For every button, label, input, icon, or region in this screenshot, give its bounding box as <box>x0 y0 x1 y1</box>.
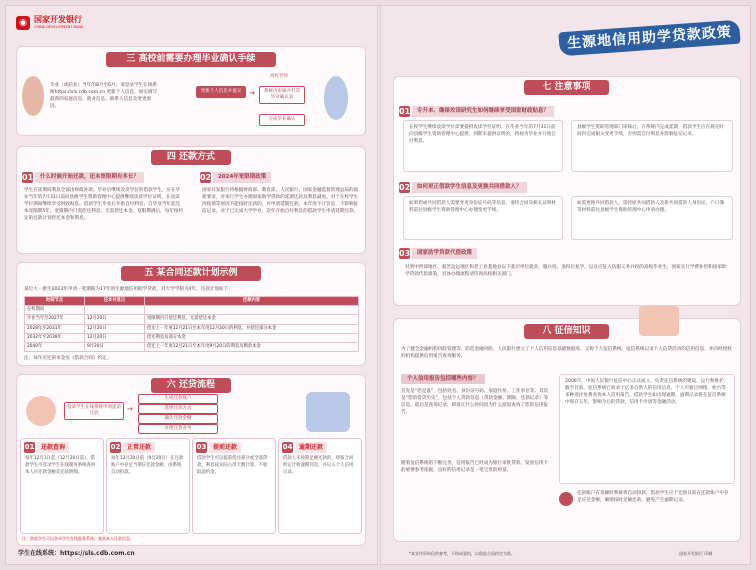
right-panel <box>379 6 752 566</box>
scroll-illustration-icon <box>639 306 679 336</box>
s3-flow-right-mid: 系统内审核并打印毕业确认表 <box>259 86 305 104</box>
s8-left-text-2: 随着征信系统的不断完善，信用报告已经成为银行审批贷款、发放信用卡的重要参考依据，良好的信用记录是一笔宝贵的财富。 <box>401 461 549 474</box>
bottom-bank: 国家开发银行 印制 <box>679 551 713 556</box>
bank-building-icon <box>306 392 350 432</box>
teacher-illustration-icon <box>324 76 348 120</box>
s5-intro: 某位大一新生2023年申请一笔期限为17年的生源地信用助学贷款，其大学学制为4年，还款计划如下： <box>24 287 233 292</box>
s7-item-3-text: 对到中西部地区、艰苦边远地区和老工业基地县以下基层单位就业，服兵役，退役后复学，以及应征入伍服义务兵役的高校毕业生，国家实行学费补偿和国家助学贷款代偿政策，具体办理流程请咨询高校相关部门。 <box>405 265 727 278</box>
s6-flow-left: 登录学生在线系统申请提前还款 <box>64 402 124 420</box>
brand-name: 国家开发银行 <box>34 15 82 25</box>
table-row: 在校期间 <box>25 306 359 315</box>
s4-item-1-text: 学生在读期间利息全部由财政补助。毕业后继续攻读学位的借款学生，应在毕业当年的7月31日前向县级学生资助管理中心提供继续攻读学位证明，在攻读学位期间继续享受财政贴息。借款学生毕业后开始自付利息，自毕业当年起还本宽限期5年，宽限期内只需偿还利息，无需偿还本金。宽限期满后，每年按约定的还款计划偿还本金和利息。 <box>24 188 184 222</box>
table-header: 还本付息日 <box>85 297 145 306</box>
s6-step-3: 03 提前还款 借款学生可以提前偿还部分或全部贷款，利息按实际占用天数计算，不收取违约金。 <box>192 438 276 534</box>
main-title: 生源地信用助学贷款政策 <box>558 20 740 57</box>
s7-item-2-right: 如需更换共同借款人，需持原共同借款人及新共同借款人身份证、户口簿等材料前往县级学生资助管理中心申请办理。 <box>571 196 733 240</box>
section-8-title: 八 征信知识 <box>524 324 609 339</box>
s6-flow-step-1: 生成还款账户 <box>138 394 218 404</box>
s8-right-box: 2006年，中国人民银行征信中心正式成立，负责征信系统的建设、运行和维护。截至目前，征信系统已收录十亿多自然人的信用信息，个人可通过网络、柜台等多种途径免费查询本人信用报告。借款学生如出现逾期，逾期记录将在征信系统中保存五年，影响今后的贷款、信用卡申请等金融活动。 <box>559 374 735 484</box>
s7-item-1-left: 在校学生继续攻读学位需要提供攻读学位证明，在毕业当年的7月31日前向县级学生资助管理中心提供，到期未提供证明的，将视为毕业并开始自付利息。 <box>403 120 563 172</box>
s6-step-2-text: 每年12月20日前（9月20日）在还款账户中存足当期应还款金额，由系统自动扣款。 <box>111 456 184 475</box>
bulb-icon <box>559 492 573 506</box>
s6-flow-step-4: 办理还款业务 <box>138 424 218 434</box>
arrow-right-icon: → <box>249 89 255 97</box>
sls-link[interactable]: https://sls.cdb.com.cn <box>60 550 135 557</box>
s3-text: 毕业（或结业）当年的8月至6月，请登录学生在线系统https://sls.cdb.com.cn 更新个人信息，如实填写最新的家庭信息、就业信息、联系人信息及变更原因。 <box>50 83 158 110</box>
table-header: 还款内容 <box>145 297 359 306</box>
s6-step-2: 02 正常还款 每年12月20日前（9月20日）在还款账户中存足当期应还款金额，由系统自动扣款。 <box>106 438 190 534</box>
cdb-logo-icon: ◉ <box>16 16 30 30</box>
s3-flow-right-top: 高校老师 <box>270 74 288 79</box>
repayment-table <box>24 296 359 352</box>
s8-question: 个人信用报告包括哪些内容？ <box>401 374 485 384</box>
left-panel <box>6 6 379 566</box>
s6-step-1: 01 还款查询 每年12月1日起（12月20日前），借款学生可登录学生在线服务系统查询本人应还款金额及还款明细。 <box>20 438 104 534</box>
section-6-title: 六 还贷流程 <box>151 378 231 393</box>
section-4-title: 四 还款方式 <box>151 150 231 165</box>
section-7-title: 七 注意事项 <box>524 80 609 95</box>
s6-step-1-text: 每年12月1日起（12月20日前），借款学生可登录学生在线服务系统查询本人应还款金额及还款明细。 <box>25 456 96 475</box>
s8-left-text: 首先是“您是谁”，包括姓名、身份证号码、家庭住址、工作单位等。其次是“您的借贷历史”，包括个人贷款信息（贷款金额、期限、还款记录）等信息。最后是查询记录，即谁在什么时间因为什么原因查询了您的信用报告。 <box>401 389 549 416</box>
brand-name-en: CHINA DEVELOPMENT BANK <box>34 24 84 29</box>
s8-intro: 为了健全金融机构风险管理等，防范金融风险，人民银行建立了个人信用信息基础数据库，又称个人征信系统。征信系统记录个人信贷活动的信用信息，并向经授权的机构提供信用报告查询服务。 <box>401 347 732 360</box>
s6-step-4-text: 借款人未按期足额还款的，将按合同约定计收逾期罚息，并记入个人信用记录。 <box>283 456 354 475</box>
s4-item-2-heading: 02 2024年宽限期政策 <box>200 172 271 183</box>
brand-logo <box>16 16 83 30</box>
s7-item-2-heading: 02 如何更正借款学生信息及更换共同借款人？ <box>399 182 527 193</box>
s8-tip: 还款账户有余额时系统将自动扣款，借款学生应于还款日前在还款账户中存足应还金额，确保按时足额还款，避免产生逾期记录。 <box>577 491 729 504</box>
s7-item-2-left: 如果您或共同借款人需要变更身份证号码等信息，请持合同及相关证明材料前往县级学生资助管理中心办理变更手续。 <box>403 196 563 240</box>
bottom-note: *本宣传资料仅供参考，不构成要约，以借款合同约定为准。 <box>409 551 515 556</box>
s4-item-2-text: 国家开发银行将根据财政部、教育部、人民银行、国家金融监督管理总局的最新要求，对本行学生办理国家助学贷款的延期还款及利息减免。对于在校学生因疫情等原因不能按时还款的，可申请延期还款，本年度不计罚息，不影响征信记录。对于已完成大学学业，次年开始自付利息的借款学生申请延期还款。 <box>202 188 359 215</box>
s7-item-1-right: 县级学生资助管理部门审核后，在系统内完成延期，借款学生应在规定时间内完成相关变更手续，否则需自付利息并影响征信记录。 <box>571 120 733 172</box>
laptop-student-icon <box>26 396 56 426</box>
s3-flow-right-bot: 完成毕业确认 <box>259 114 305 126</box>
table-row: 2032年至2039年 12月20日 偿还利息及部分本金 <box>25 333 359 342</box>
brochure-page <box>5 5 751 565</box>
s6-flow-step-3: 确认还款金额 <box>138 414 218 424</box>
s7-item-1-heading: 01 专升本、继续攻读研究生如何继续享受国家财政贴息？ <box>399 106 554 117</box>
student-illustration-icon <box>22 76 44 116</box>
s5-note: 注：每年应还的本金见《借款合同》约定。 <box>24 356 112 361</box>
section-5-title: 五 某合同还款计划示例 <box>121 266 261 281</box>
table-row: 毕业当年至2027年 12月20日 宽限期内只偿还利息，无需偿还本金 <box>25 315 359 324</box>
table-row: 2040年 9月20日 偿还上一年度12月21日至本年度9月20日的利息及剩余本金 <box>25 343 359 352</box>
section-3-title: 三 高校前需要办理毕业确认手续 <box>106 52 276 67</box>
table-row: 2028年至2031年 12月20日 偿还上一年度12月21日至本年度12月20日的利息，并偿还部分本金 <box>25 324 359 333</box>
s6-step-3-text: 借款学生可以提前偿还部分或全部贷款，利息按实际占用天数计算，不收取违约金。 <box>197 456 268 475</box>
s6-flow-step-2: 选择还款方式 <box>138 404 218 414</box>
arrow-right-icon: → <box>127 405 133 413</box>
s6-step-4: 04 逾期还款 借款人未按期足额还款的，将按合同约定计收逾期罚息，并记入个人信用记录。 <box>278 438 362 534</box>
s4-item-1-heading: 01 什么时候开始还款，还本宽限期有多长？ <box>22 172 144 183</box>
footer-url: 学生在线系统：https://sls.cdb.com.cn <box>18 550 135 557</box>
table-header: 时间节点 <box>25 297 85 306</box>
s6-foot-note: 注：借款学生可以登录学生在线服务系统，查询本人还款信息。 <box>22 536 134 541</box>
s3-flow-left: 更新个人信息并提交 <box>196 86 246 98</box>
s7-item-3-heading: 03 国家助学贷款代偿政策 <box>399 248 477 259</box>
